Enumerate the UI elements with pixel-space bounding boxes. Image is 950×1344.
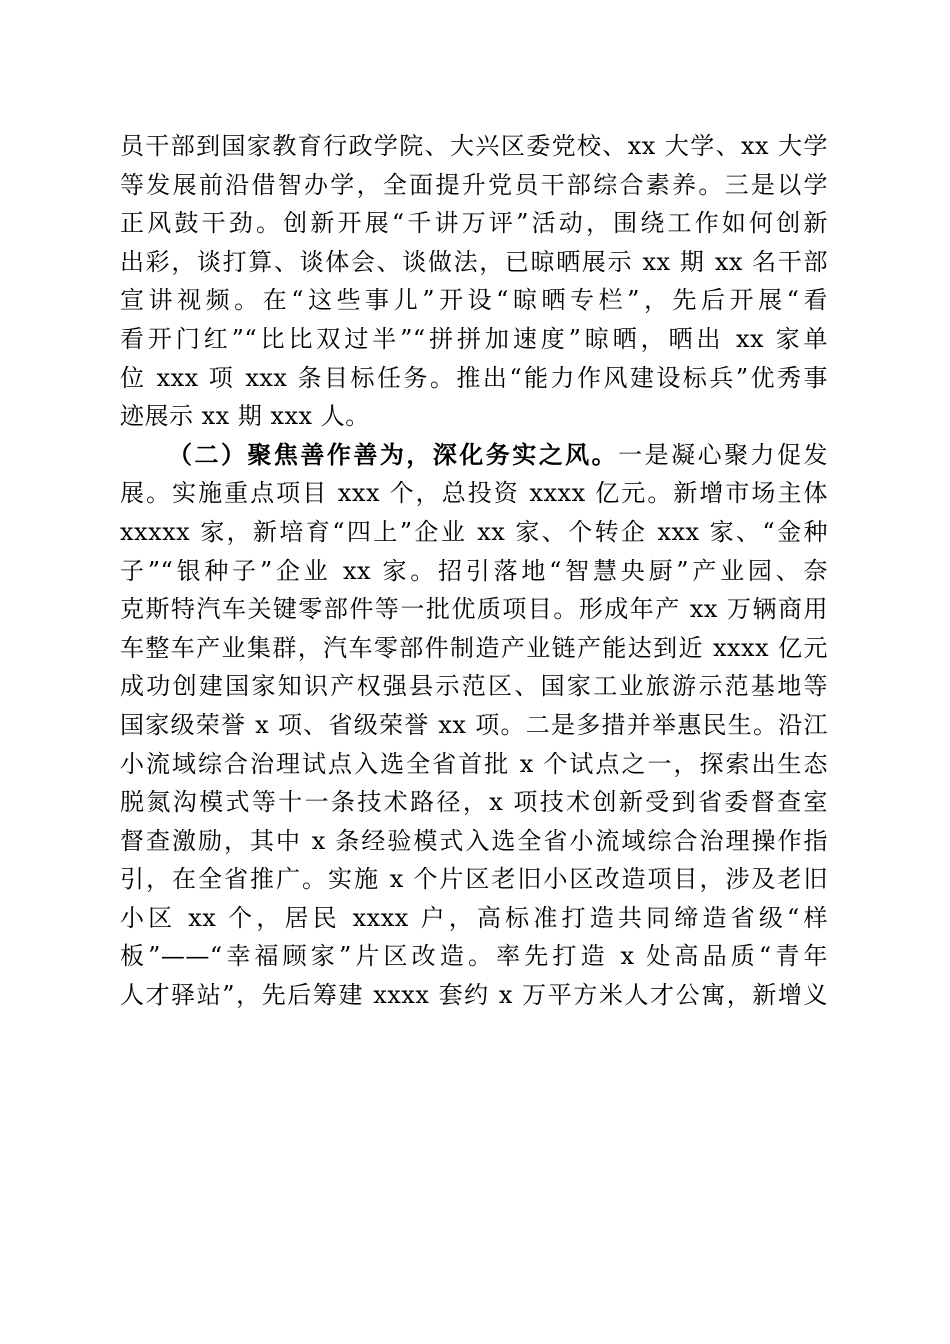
paragraph-first-line xyxy=(120,436,828,475)
paragraph-line: 宣讲视频。在“这些事儿”开设“晾晒专栏”，先后开展“看 xyxy=(120,286,828,315)
paragraph-line: 国家级荣誉 x 项、省级荣誉 xx 项。二是多措并举惠民生。沿江 xyxy=(120,710,828,739)
paragraph-line: 督查激励，其中 x 条经验模式入选全省小流域综合治理操作指 xyxy=(120,826,828,855)
paragraph-line: 小流域综合治理试点入选全省首批 x 个试点之一，探索出生态 xyxy=(120,749,828,778)
paragraph-line: 等发展前沿借智办学，全面提升党员干部综合素养。三是以学 xyxy=(120,170,828,199)
paragraph-line: 车整车产业集群，汽车零部件制造产业链产能达到近 xxxx 亿元 xyxy=(120,633,828,662)
paragraph-line: 成功创建国家知识产权强县示范区、国家工业旅游示范基地等 xyxy=(120,672,828,701)
paragraph-line: 正风鼓干劲。创新开展“千讲万评”活动，围绕工作如何创新 xyxy=(120,209,828,238)
paragraph-line: 子”“银种子”企业 xx 家。招引落地“智慧央厨”产业园、奈 xyxy=(120,556,828,585)
paragraph-line: 板”——“幸福顾家”片区改造。率先打造 x 处高品质“青年 xyxy=(120,942,828,971)
section-heading: （二）聚焦善作善为，深化务实之风。 xyxy=(168,439,619,469)
paragraph-line: 位 xxx 项 xxx 条目标任务。推出“能力作风建设标兵”优秀事 xyxy=(120,363,828,392)
paragraph-line: xxxxx 家，新培育“四上”企业 xx 家、个转企 xxx 家、“金种 xyxy=(120,517,828,546)
paragraph-line: 迹展示 xx 期 xxx 人。 xyxy=(120,402,370,431)
document-body xyxy=(120,127,828,1015)
paragraph-1 xyxy=(120,127,828,436)
paragraph-line: 人才驿站”，先后筹建 xxxx 套约 x 万平方米人才公寓，新增义 xyxy=(120,981,828,1010)
paragraph-line: 展。实施重点项目 xxx 个，总投资 xxxx 亿元。新增市场主体 xyxy=(120,479,828,508)
paragraph-line: 出彩，谈打算、谈体会、谈做法，已晾晒展示 xx 期 xx 名干部 xyxy=(120,247,828,276)
paragraph-line: 看开门红”“比比双过半”“拼拼加速度”晾晒，晒出 xx 家单 xyxy=(120,324,828,353)
paragraph-line: 引，在全省推广。实施 x 个片区老旧小区改造项目，涉及老旧 xyxy=(120,865,828,894)
paragraph-line: 脱氮沟模式等十一条技术路径，x 项技术创新受到省委督查室 xyxy=(120,788,828,817)
paragraph-line: 小区 xx 个，居民 xxxx 户，高标准打造共同缔造省级“样 xyxy=(120,903,828,932)
paragraph-line: 员干部到国家教育行政学院、大兴区委党校、xx 大学、xx 大学 xyxy=(120,132,828,160)
paragraph-2 xyxy=(120,436,828,1015)
paragraph-first-line-text: 一是凝心聚力促发 xyxy=(618,440,829,469)
paragraph-line: 克斯特汽车关键零部件等一批优质项目。形成年产 xx 万辆商用 xyxy=(120,595,828,624)
